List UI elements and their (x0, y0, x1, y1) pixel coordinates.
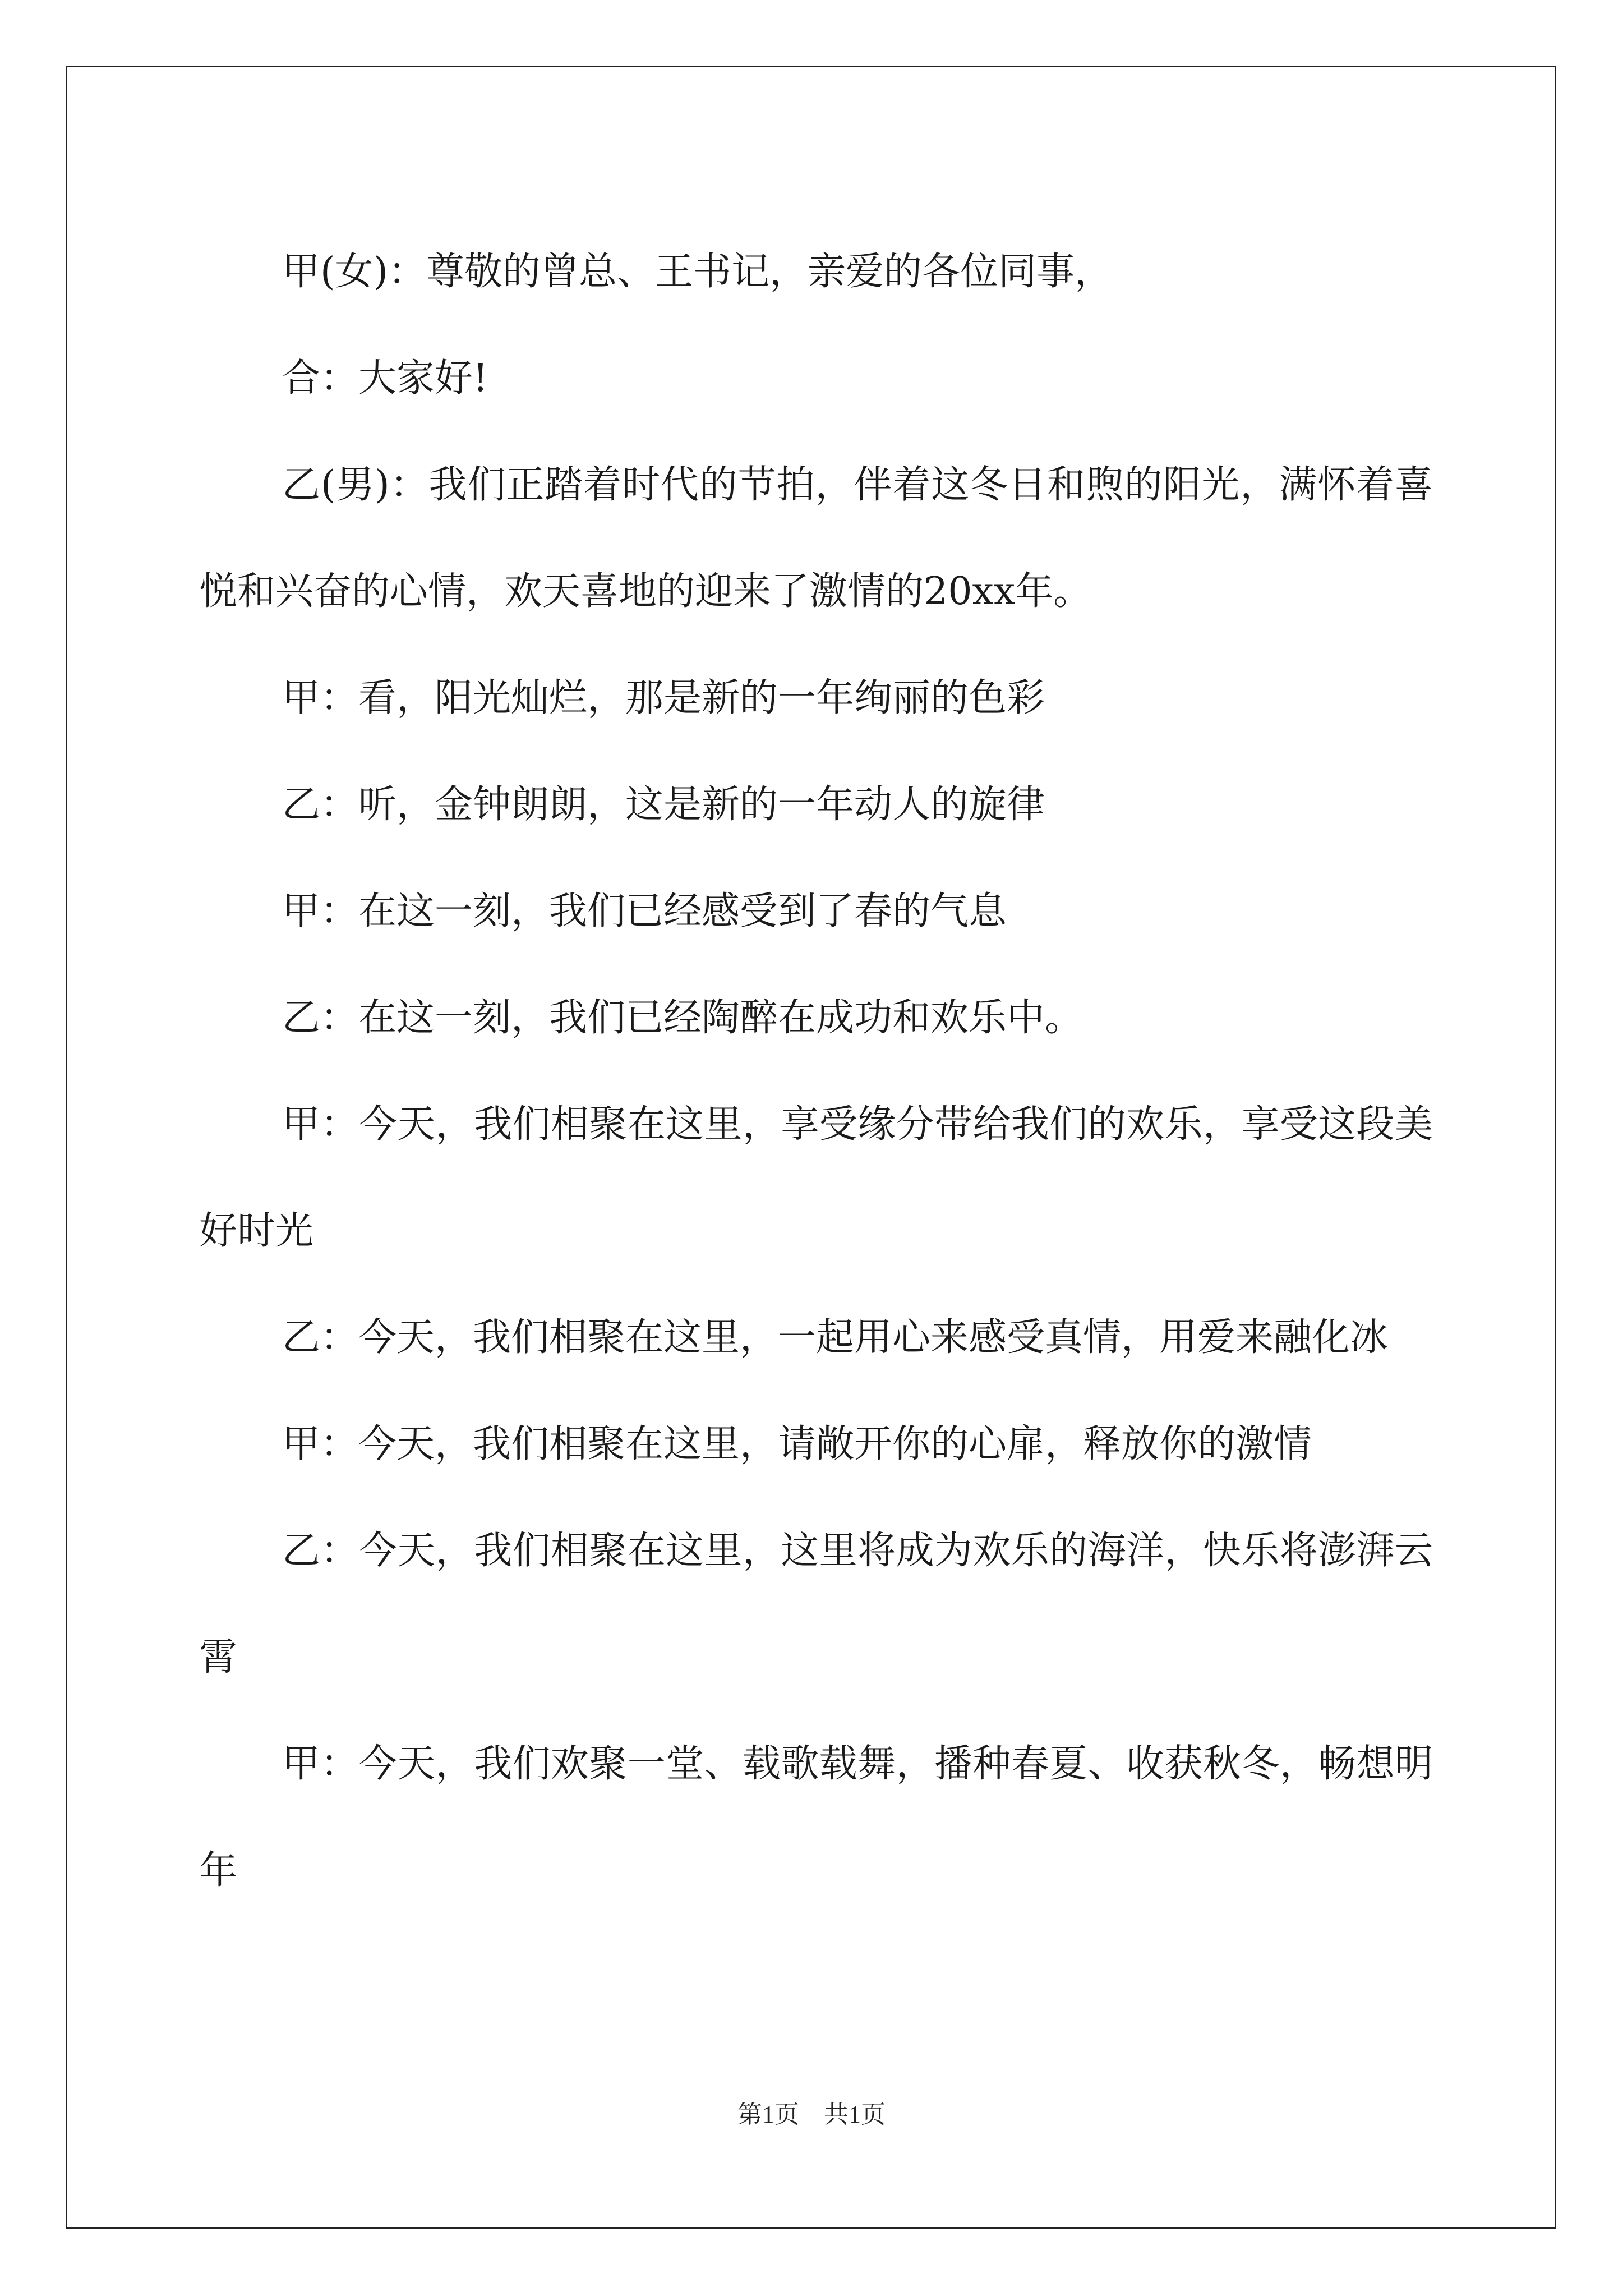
paragraph: 乙：今天，我们相聚在这里，这里将成为欢乐的海洋，快乐将澎湃云霄 (199, 1529, 1433, 1680)
paragraph: 乙：听，金钟朗朗，这是新的一年动人的旋律 (282, 783, 1045, 827)
paragraph: 乙：在这一刻，我们已经陶醉在成功和欢乐中。 (282, 996, 1083, 1040)
page-footer: 第1页 共1页 (737, 2101, 886, 2128)
paragraph: 甲(女)：尊敬的曾总、王书记，亲爱的各位同事， (282, 250, 1113, 294)
paragraph: 甲：看，阳光灿烂，那是新的一年绚丽的色彩 (282, 676, 1045, 720)
paragraph: 甲：在这一刻，我们已经感受到了春的气息 (282, 889, 1007, 933)
paragraph: 合：大家好! (282, 356, 488, 401)
paragraph: 乙(男)：我们正踏着时代的节拍，伴着这冬日和煦的阳光，满怀着喜悦和兴奋的心情，欢天喜地的迎来了激情的20xx年。 (199, 463, 1433, 614)
paragraph: 甲：今天，我们相聚在这里，享受缘分带给我们的欢乐，享受这段美好时光 (199, 1102, 1433, 1253)
paragraph: 甲：今天，我们相聚在这里，请敞开你的心扉，释放你的激情 (282, 1422, 1312, 1466)
paragraph: 乙：今天，我们相聚在这里，一起用心来感受真情，用爱来融化冰 (282, 1315, 1389, 1360)
paragraph: 甲：今天，我们欢聚一堂、载歌载舞，播种春夏、收获秋冬，畅想明年 (199, 1742, 1433, 1893)
document-body (199, 219, 1433, 1924)
